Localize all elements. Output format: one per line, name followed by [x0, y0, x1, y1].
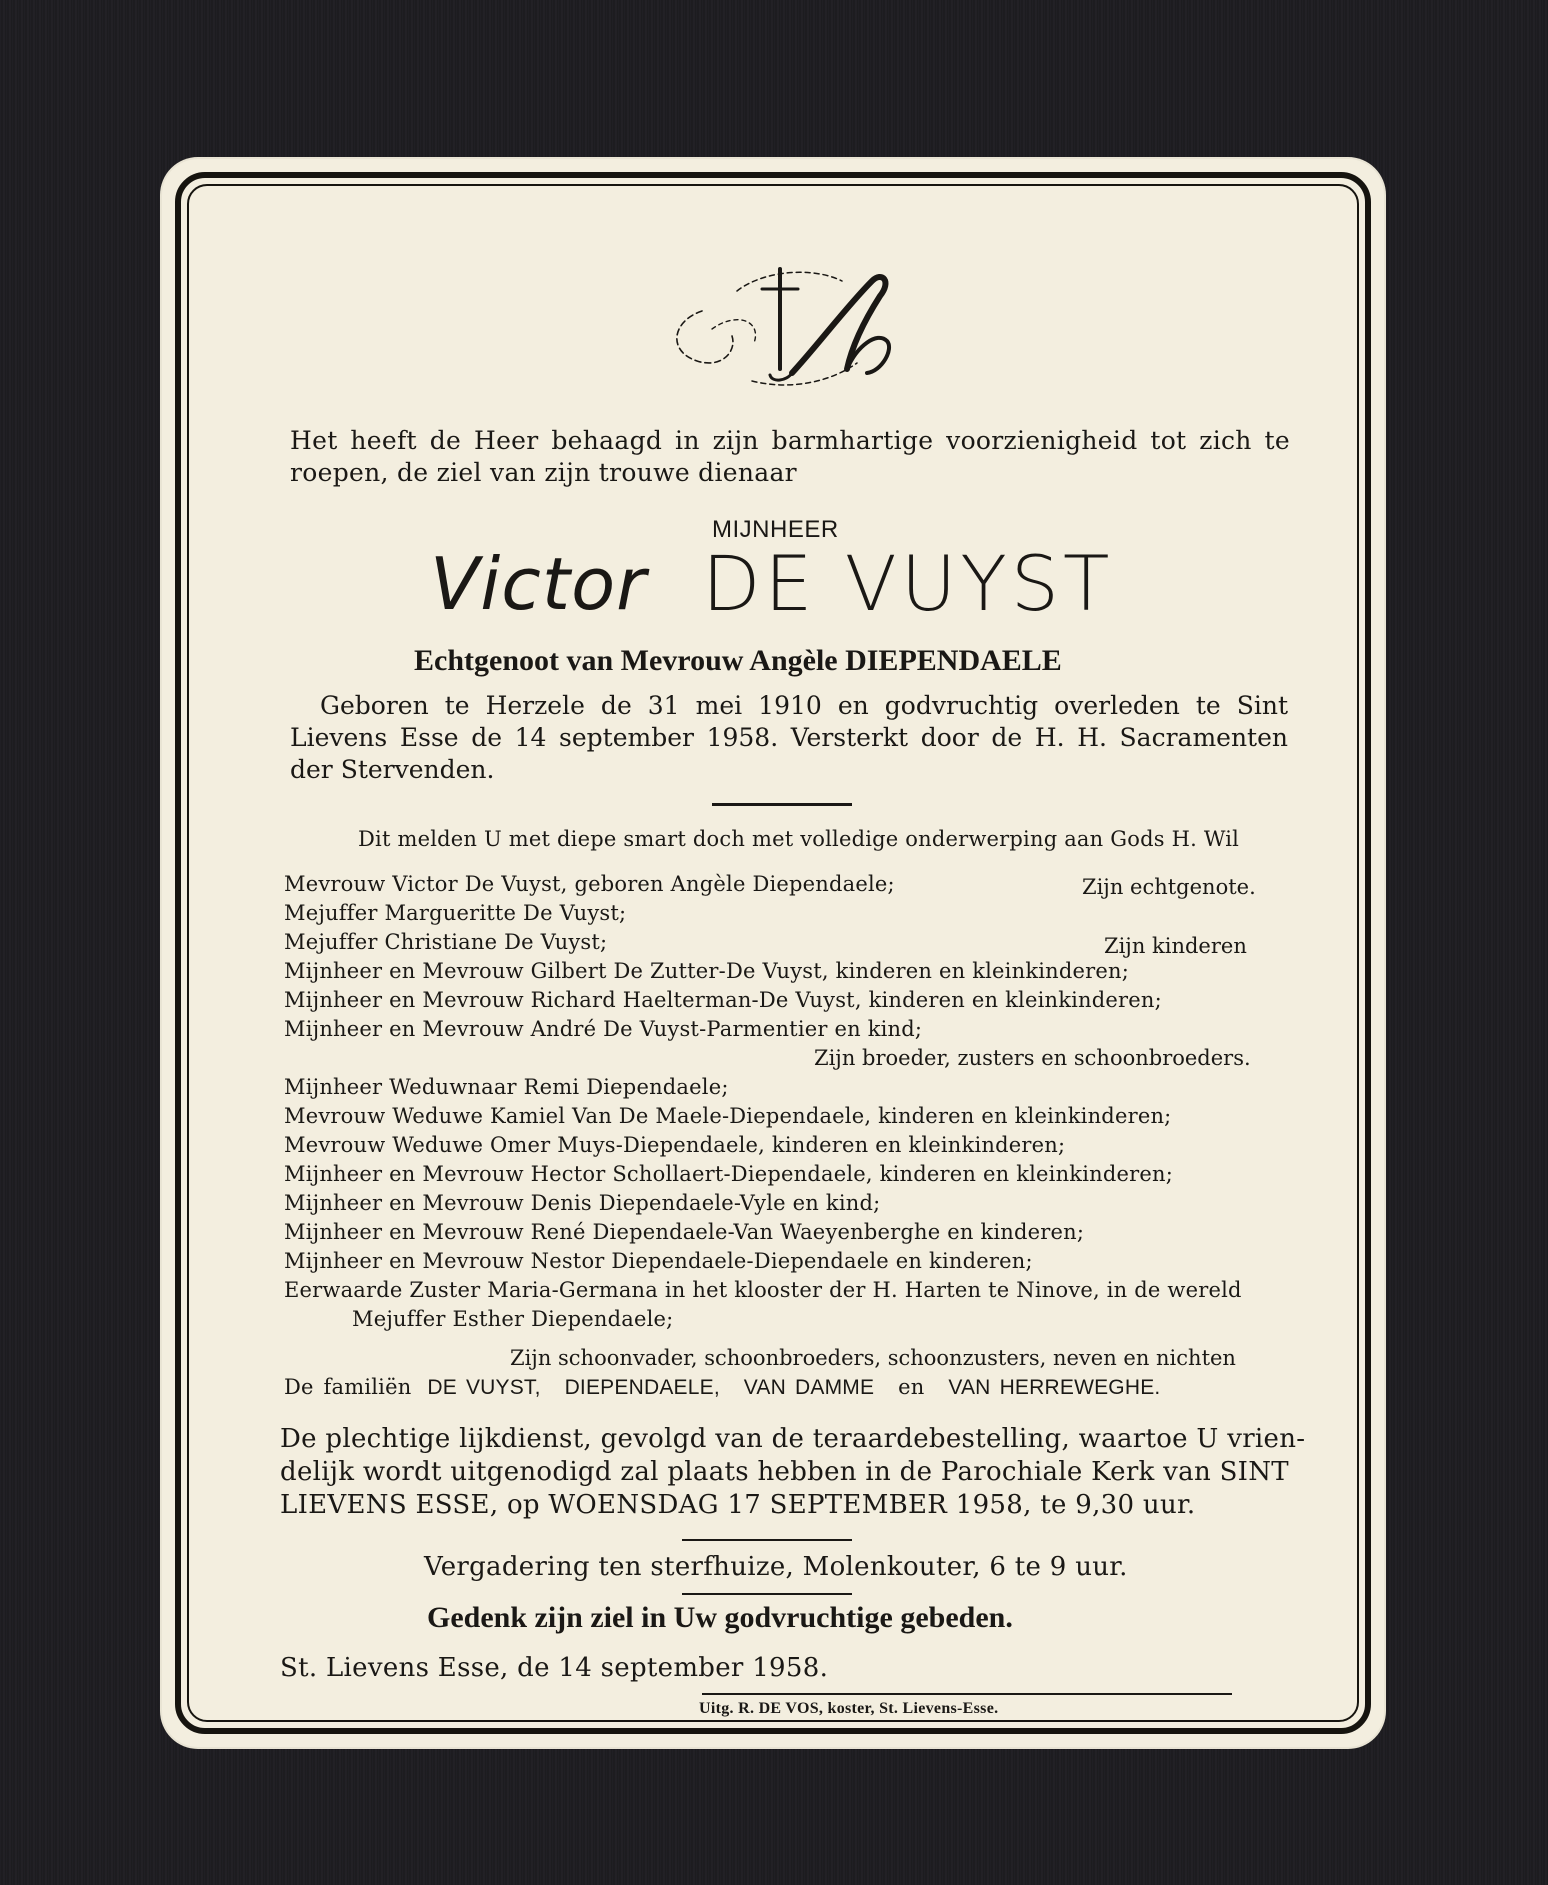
family-member: Mejuffer Christiane De Vuyst; — [284, 930, 608, 954]
intro-line-1: Het heeft de Heer behaagd in zijn barmhartige voorzienigheid tot zich te — [290, 426, 1290, 455]
birth-death-line-1: Geboren te Herzele de 31 mei 1910 en godvruchtig overleden te Sint — [320, 691, 1288, 720]
divider — [712, 803, 852, 806]
gathering-line: Vergadering ten sterfhuize, Molenkouter, 6 te 9 uur. — [424, 1552, 1128, 1582]
family-name: VAN DAMME — [743, 1376, 875, 1399]
publisher-line: Uitg. R. DE VOS, koster, St. Lievens-Esse. — [699, 1700, 999, 1717]
relation-children: Zijn kinderen — [1104, 934, 1247, 958]
spouse-line: Echtgenoot van Mevrouw Angèle DIEPENDAELE — [414, 644, 1062, 677]
service-line-2: delijk wordt uitgenodigd zal plaats hebben in de Parochiale Kerk van SINT — [280, 1457, 1289, 1487]
cross-monogram-icon — [642, 251, 912, 401]
deceased-first-name: Victor — [430, 542, 647, 626]
family-member: Mejuffer Margueritte De Vuyst; — [284, 901, 627, 925]
families-line — [284, 1375, 1160, 1400]
family-name: DE VUYST, — [427, 1376, 541, 1399]
family-member: Mevrouw Victor De Vuyst, geboren Angèle Diependaele; — [284, 872, 895, 896]
family-member: Eerwaarde Zuster Maria-Germana in het klooster der H. Harten te Ninove, in de wereld — [284, 1278, 1242, 1302]
divider — [682, 1539, 852, 1541]
divider — [702, 1693, 1232, 1695]
deceased-last-name: DE VUYST — [702, 539, 1114, 628]
family-member: Mijnheer en Mevrouw Gilbert De Zutter-De Vuyst, kinderen en kleinkinderen; — [284, 959, 1130, 983]
deceased-title: MIJNHEER — [712, 516, 839, 543]
divider — [682, 1593, 852, 1595]
family-name: VAN HERREWEGHE. — [948, 1376, 1161, 1399]
family-member: Mevrouw Weduwe Omer Muys-Diependaele, kinderen en kleinkinderen; — [284, 1133, 1066, 1157]
announcement: Dit melden U met diepe smart doch met volledige onderwerping aan Gods H. Wil — [358, 827, 1240, 851]
families-prefix: De familiën — [284, 1375, 412, 1399]
service-line-1: De plechtige lijkdienst, gevolgd van de teraardebestelling, waartoe U vrien- — [280, 1424, 1306, 1454]
memorial-card — [162, 159, 1384, 1747]
family-member: Mijnheer en Mevrouw Richard Haelterman-De Vuyst, kinderen en kleinkinderen; — [284, 988, 1162, 1012]
birth-death-line-2: Lievens Esse de 14 september 1958. Versterkt door de H. H. Sacramenten — [290, 723, 1288, 752]
relation-spouse: Zijn echtgenote. — [1082, 875, 1256, 899]
family-member: Mijnheer en Mevrouw Denis Diependaele-Vyle en kind; — [284, 1191, 881, 1215]
intro-line-2: roepen, de ziel van zijn trouwe dienaar — [290, 458, 797, 487]
prayer-line: Gedenk zijn ziel in Uw godvruchtige gebeden. — [427, 1601, 1013, 1634]
relation-siblings: Zijn broeder, zusters en schoonbroeders. — [814, 1046, 1251, 1070]
family-member: Mejuffer Esther Diependaele; — [352, 1307, 674, 1331]
families-conjunction: en — [898, 1375, 925, 1399]
family-member: Mijnheer en Mevrouw Nestor Diependaele-Diependaele en kinderen; — [284, 1249, 1033, 1273]
birth-death-line-3: der Stervenden. — [290, 755, 495, 784]
family-member: Mijnheer en Mevrouw André De Vuyst-Parmentier en kind; — [284, 1017, 923, 1041]
family-member: Mevrouw Weduwe Kamiel Van De Maele-Diependaele, kinderen en kleinkinderen; — [284, 1104, 1172, 1128]
family-member: Mijnheer en Mevrouw Hector Schollaert-Diependaele, kinderen en kleinkinderen; — [284, 1162, 1174, 1186]
family-name: DIEPENDAELE, — [564, 1376, 720, 1399]
family-member: Mijnheer en Mevrouw René Diependaele-Van Waeyenberghe en kinderen; — [284, 1220, 1085, 1244]
place-date-line: St. Lievens Esse, de 14 september 1958. — [280, 1653, 829, 1683]
relation-in-laws: Zijn schoonvader, schoonbroeders, schoonzusters, neven en nichten — [510, 1346, 1236, 1370]
service-line-3: LIEVENS ESSE, op WOENSDAG 17 SEPTEMBER 1958, te 9,30 uur. — [280, 1490, 1196, 1520]
family-member: Mijnheer Weduwnaar Remi Diependaele; — [284, 1075, 729, 1099]
